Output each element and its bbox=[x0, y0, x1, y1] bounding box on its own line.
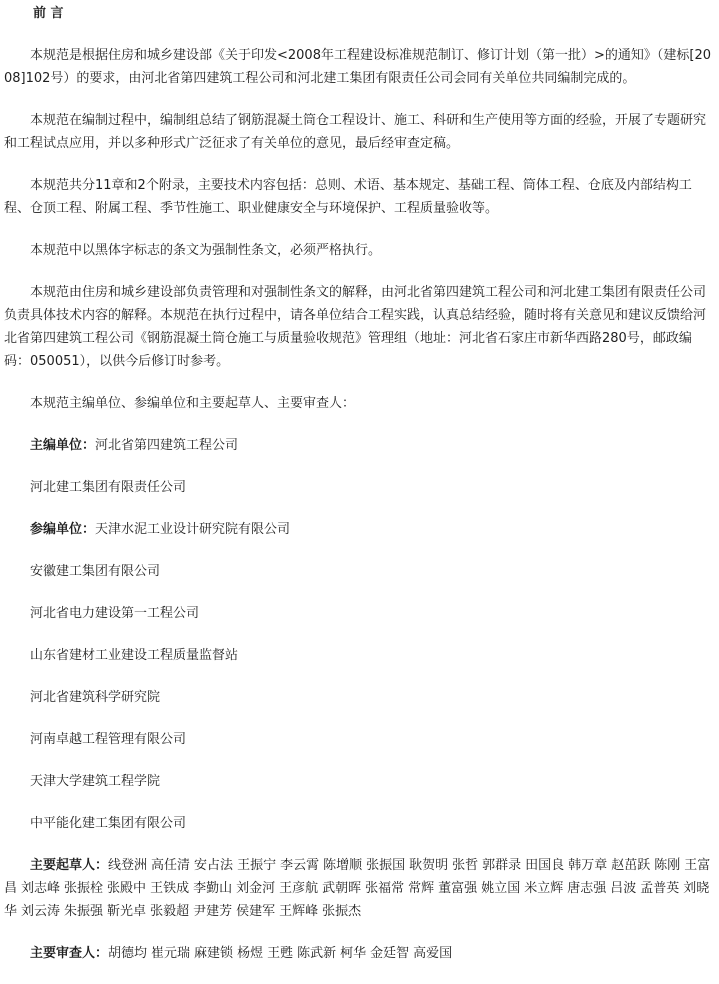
reviewer-name: 胡德均 bbox=[108, 946, 148, 961]
drafter-name: 李勤山 bbox=[193, 881, 233, 896]
chief-unit-line bbox=[4, 434, 715, 457]
drafter-name: 李云霄 bbox=[280, 858, 320, 873]
reviewer-name: 麻建锁 bbox=[194, 946, 234, 961]
drafter-name: 董富强 bbox=[438, 881, 478, 896]
drafters-line bbox=[4, 854, 715, 923]
drafter-name: 安占法 bbox=[194, 858, 234, 873]
participant-unit-line bbox=[4, 602, 715, 625]
drafter-name: 武朝晖 bbox=[322, 881, 362, 896]
paragraph-basis: 本规范是根据住房和城乡建设部《关于印发<2008年工程建设标准规范制订、修订计划（第一批）>的通知》（建标[2008]102号）的要求，由河北省第四建筑工程公司和河北建工集团有限责任公司会同有关单位共同编制完成的。 bbox=[4, 48, 711, 86]
participant-unit-name: 山东省建材工业建设工程质量监督站 bbox=[30, 648, 239, 663]
drafter-name: 张毅超 bbox=[150, 904, 190, 919]
drafter-name: 米立辉 bbox=[524, 881, 564, 896]
drafter-name: 侯建军 bbox=[236, 904, 276, 919]
participant-unit-line bbox=[4, 770, 715, 793]
participant-unit-name: 河北省电力建设第一工程公司 bbox=[30, 606, 200, 621]
chief-unit-label: 主编单位： bbox=[30, 438, 96, 453]
drafter-name: 王振宁 bbox=[237, 858, 277, 873]
drafter-name: 张振杰 bbox=[322, 904, 362, 919]
drafter-name: 王辉峰 bbox=[279, 904, 319, 919]
drafters-label: 主要起草人： bbox=[30, 858, 109, 873]
reviewer-name: 王甦 bbox=[267, 946, 294, 961]
reviewer-name: 陈武新 bbox=[297, 946, 337, 961]
drafter-name: 刘志峰 bbox=[21, 881, 61, 896]
reviewer-name: 柯华 bbox=[340, 946, 367, 961]
participant-unit-name: 安徽建工集团有限公司 bbox=[30, 564, 161, 579]
chief-unit-line bbox=[4, 476, 715, 499]
chief-unit-name: 河北省第四建筑工程公司 bbox=[95, 438, 239, 453]
reviewer-name: 崔元瑞 bbox=[151, 946, 191, 961]
participant-unit-line bbox=[4, 812, 715, 835]
drafter-name: 田国良 bbox=[525, 858, 565, 873]
drafter-name: 陈刚 bbox=[654, 858, 681, 873]
participant-unit-line bbox=[4, 728, 715, 751]
drafter-name: 尹建芳 bbox=[193, 904, 233, 919]
drafter-name: 郭群录 bbox=[482, 858, 522, 873]
drafter-name: 吕波 bbox=[610, 881, 637, 896]
reviewer-name: 金廷智 bbox=[370, 946, 410, 961]
paragraph-management: 本规范由住房和城乡建设部负责管理和对强制性条文的解释，由河北省第四建筑工程公司和河北建工集团有限责任公司负责具体技术内容的解释。本规范在执行过程中，请各单位结合工程实践，认真总结经验，随时将有关意见和建议反馈给河北省第四建筑工程公司《钢筋混凝土筒仓施工与质量验收规范》管理组（地址：河北省石家庄市新华西路280号，邮政编码：050051），以供今后修订时参考。 bbox=[4, 285, 707, 369]
reviewer-name: 高爱国 bbox=[413, 946, 453, 961]
participant-unit-name: 天津水泥工业设计研究院有限公司 bbox=[95, 522, 291, 537]
drafter-name: 刘云涛 bbox=[21, 904, 61, 919]
drafter-name: 陈增顺 bbox=[323, 858, 363, 873]
drafter-name: 张振国 bbox=[366, 858, 406, 873]
drafter-name: 王富昌 bbox=[4, 858, 711, 896]
drafter-name: 王彦航 bbox=[279, 881, 319, 896]
drafter-name: 刘金河 bbox=[236, 881, 276, 896]
drafter-name: 高任清 bbox=[151, 858, 191, 873]
paragraph-mandatory: 本规范中以黑体字标志的条文为强制性条文，必须严格执行。 bbox=[30, 243, 382, 258]
drafter-name: 张振栓 bbox=[64, 881, 104, 896]
drafter-name: 靳光卓 bbox=[107, 904, 147, 919]
reviewers-label: 主要审查人： bbox=[30, 946, 109, 961]
participant-unit-name: 中平能化建工集团有限公司 bbox=[30, 816, 187, 831]
chief-unit-name: 河北建工集团有限责任公司 bbox=[30, 480, 187, 495]
participant-unit-name: 河北省建筑科学研究院 bbox=[30, 690, 161, 705]
drafter-name: 韩万章 bbox=[568, 858, 608, 873]
drafter-name: 张福常 bbox=[365, 881, 405, 896]
participant-unit-name: 天津大学建筑工程学院 bbox=[30, 774, 161, 789]
participant-unit-label: 参编单位： bbox=[30, 522, 96, 537]
drafter-name: 王铁成 bbox=[150, 881, 190, 896]
drafter-name: 孟普英 bbox=[640, 881, 680, 896]
participant-unit-line bbox=[4, 518, 715, 541]
drafter-name: 姚立国 bbox=[481, 881, 521, 896]
drafter-name: 耿贺明 bbox=[409, 858, 449, 873]
drafter-name: 张殿中 bbox=[107, 881, 147, 896]
participant-unit-name: 河南卓越工程管理有限公司 bbox=[30, 732, 187, 747]
reviewer-name: 杨煜 bbox=[237, 946, 264, 961]
paragraph-content: 本规范共分11章和2个附录，主要技术内容包括：总则、术语、基本规定、基础工程、筒体工程、仓底及内部结构工程、仓顶工程、附属工程、季节性施工、职业健康安全与环境保护、工程质量验收等。 bbox=[4, 178, 692, 216]
drafter-name: 常辉 bbox=[408, 881, 435, 896]
drafter-name: 朱振强 bbox=[64, 904, 104, 919]
participant-unit-line bbox=[4, 686, 715, 709]
drafter-name: 线登洲 bbox=[108, 858, 148, 873]
drafter-name: 唐志强 bbox=[567, 881, 607, 896]
paragraph-process: 本规范在编制过程中，编制组总结了钢筋混凝土筒仓工程设计、施工、科研和生产使用等方面的经验，开展了专题研究和工程试点应用，并以多种形式广泛征求了有关单位的意见，最后经审查定稿。 bbox=[4, 113, 707, 151]
drafter-name: 赵茁跃 bbox=[611, 858, 651, 873]
drafter-name: 刘晓华 bbox=[4, 881, 710, 919]
drafter-name: 张哲 bbox=[452, 858, 479, 873]
page-title: 前 言 bbox=[33, 6, 64, 21]
participant-unit-line bbox=[4, 644, 715, 667]
participant-unit-line bbox=[4, 560, 715, 583]
paragraph-units-intro: 本规范主编单位、参编单位和主要起草人、主要审查人： bbox=[30, 396, 356, 411]
reviewers-line bbox=[4, 942, 715, 965]
